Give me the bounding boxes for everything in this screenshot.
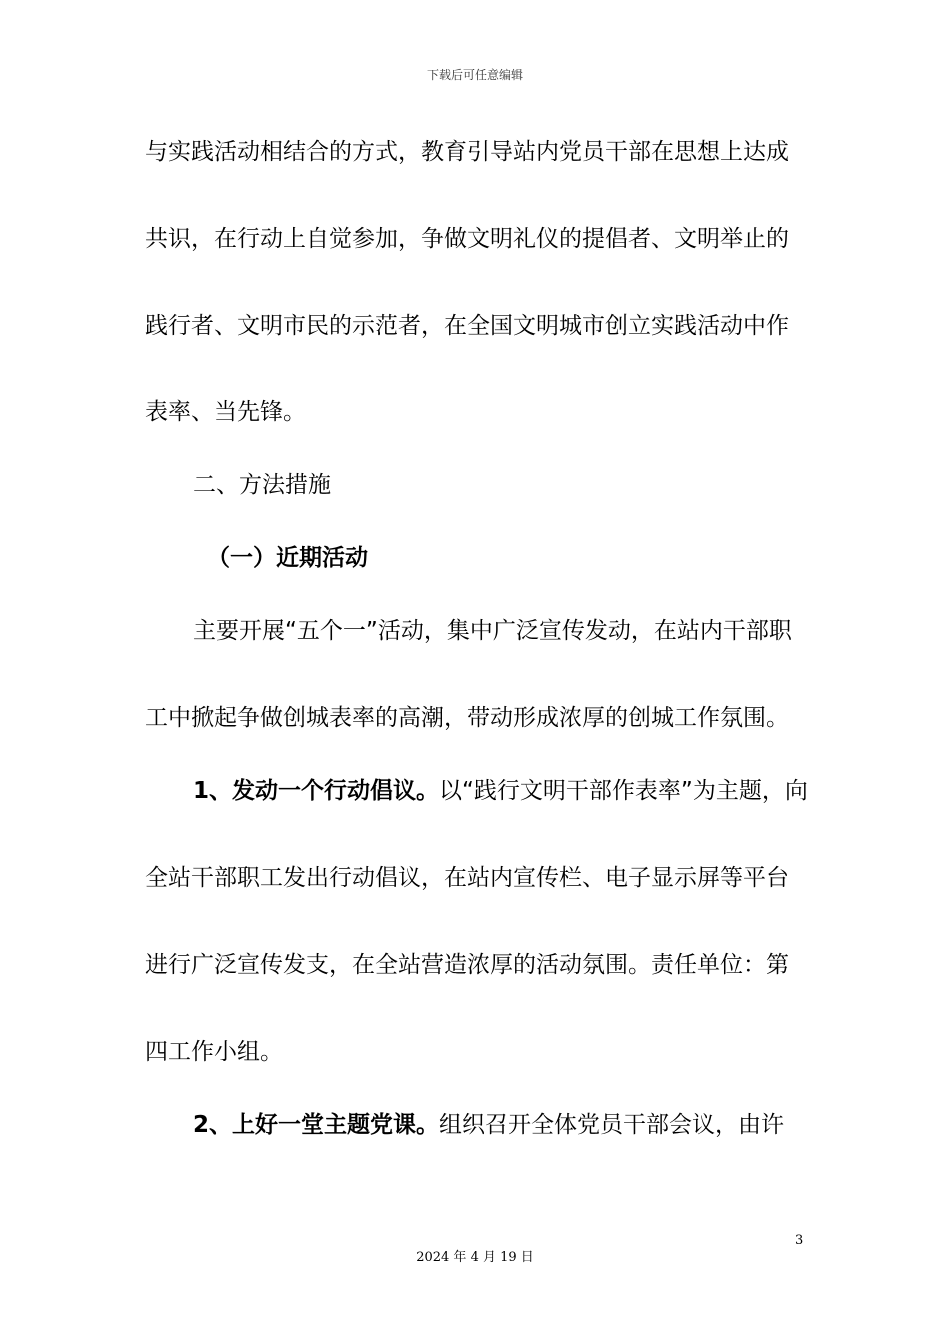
list-item-text: 以“践行文明干部作表率”为主题，向 [439,778,808,804]
list-item-1 [193,776,808,806]
paragraph-line: 进行广泛宣传发支，在全站营造浓厚的活动氛围。责任单位：第 [145,952,789,978]
paragraph-line: 四工作小组。 [145,1039,283,1065]
footer-date: 2024 年 4 月 19 日 [416,1250,534,1265]
paragraph-line: 践行者、文明市民的示范者，在全国文明城市创立实践活动中作 [145,313,789,339]
section-heading: 二、方法措施 [193,472,331,498]
paragraph-line: 与实践活动相结合的方式，教育引导站内党员干部在思想上达成 [145,139,789,165]
page-header: 下载后可任意编辑 [426,68,523,82]
paragraph-line: 工中掀起争做创城表率的高潮，带动形成浓厚的创城工作氛围。 [145,705,789,731]
paragraph-line: 共识，在行动上自觉参加，争做文明礼仪的提倡者、文明举止的 [145,226,789,252]
list-item-title: 1、发动一个行动倡议。 [193,778,440,804]
paragraph-line: 全站干部职工发出行动倡议，在站内宣传栏、电子显示屏等平台 [145,865,789,891]
subsection-heading-text: （一）近期活动 [207,545,368,571]
list-item-text: 组织召开全体党员干部会议，由许 [439,1112,785,1138]
list-item-2 [193,1110,784,1140]
page-number: 3 [795,1233,804,1248]
list-item-title: 2、上好一堂主题党课。 [193,1112,440,1138]
paragraph-line: 主要开展“五个一”活动，集中广泛宣传发动，在站内干部职 [193,618,792,644]
paragraph-line: 表率、当先锋。 [145,399,306,425]
subsection-heading [207,543,368,573]
